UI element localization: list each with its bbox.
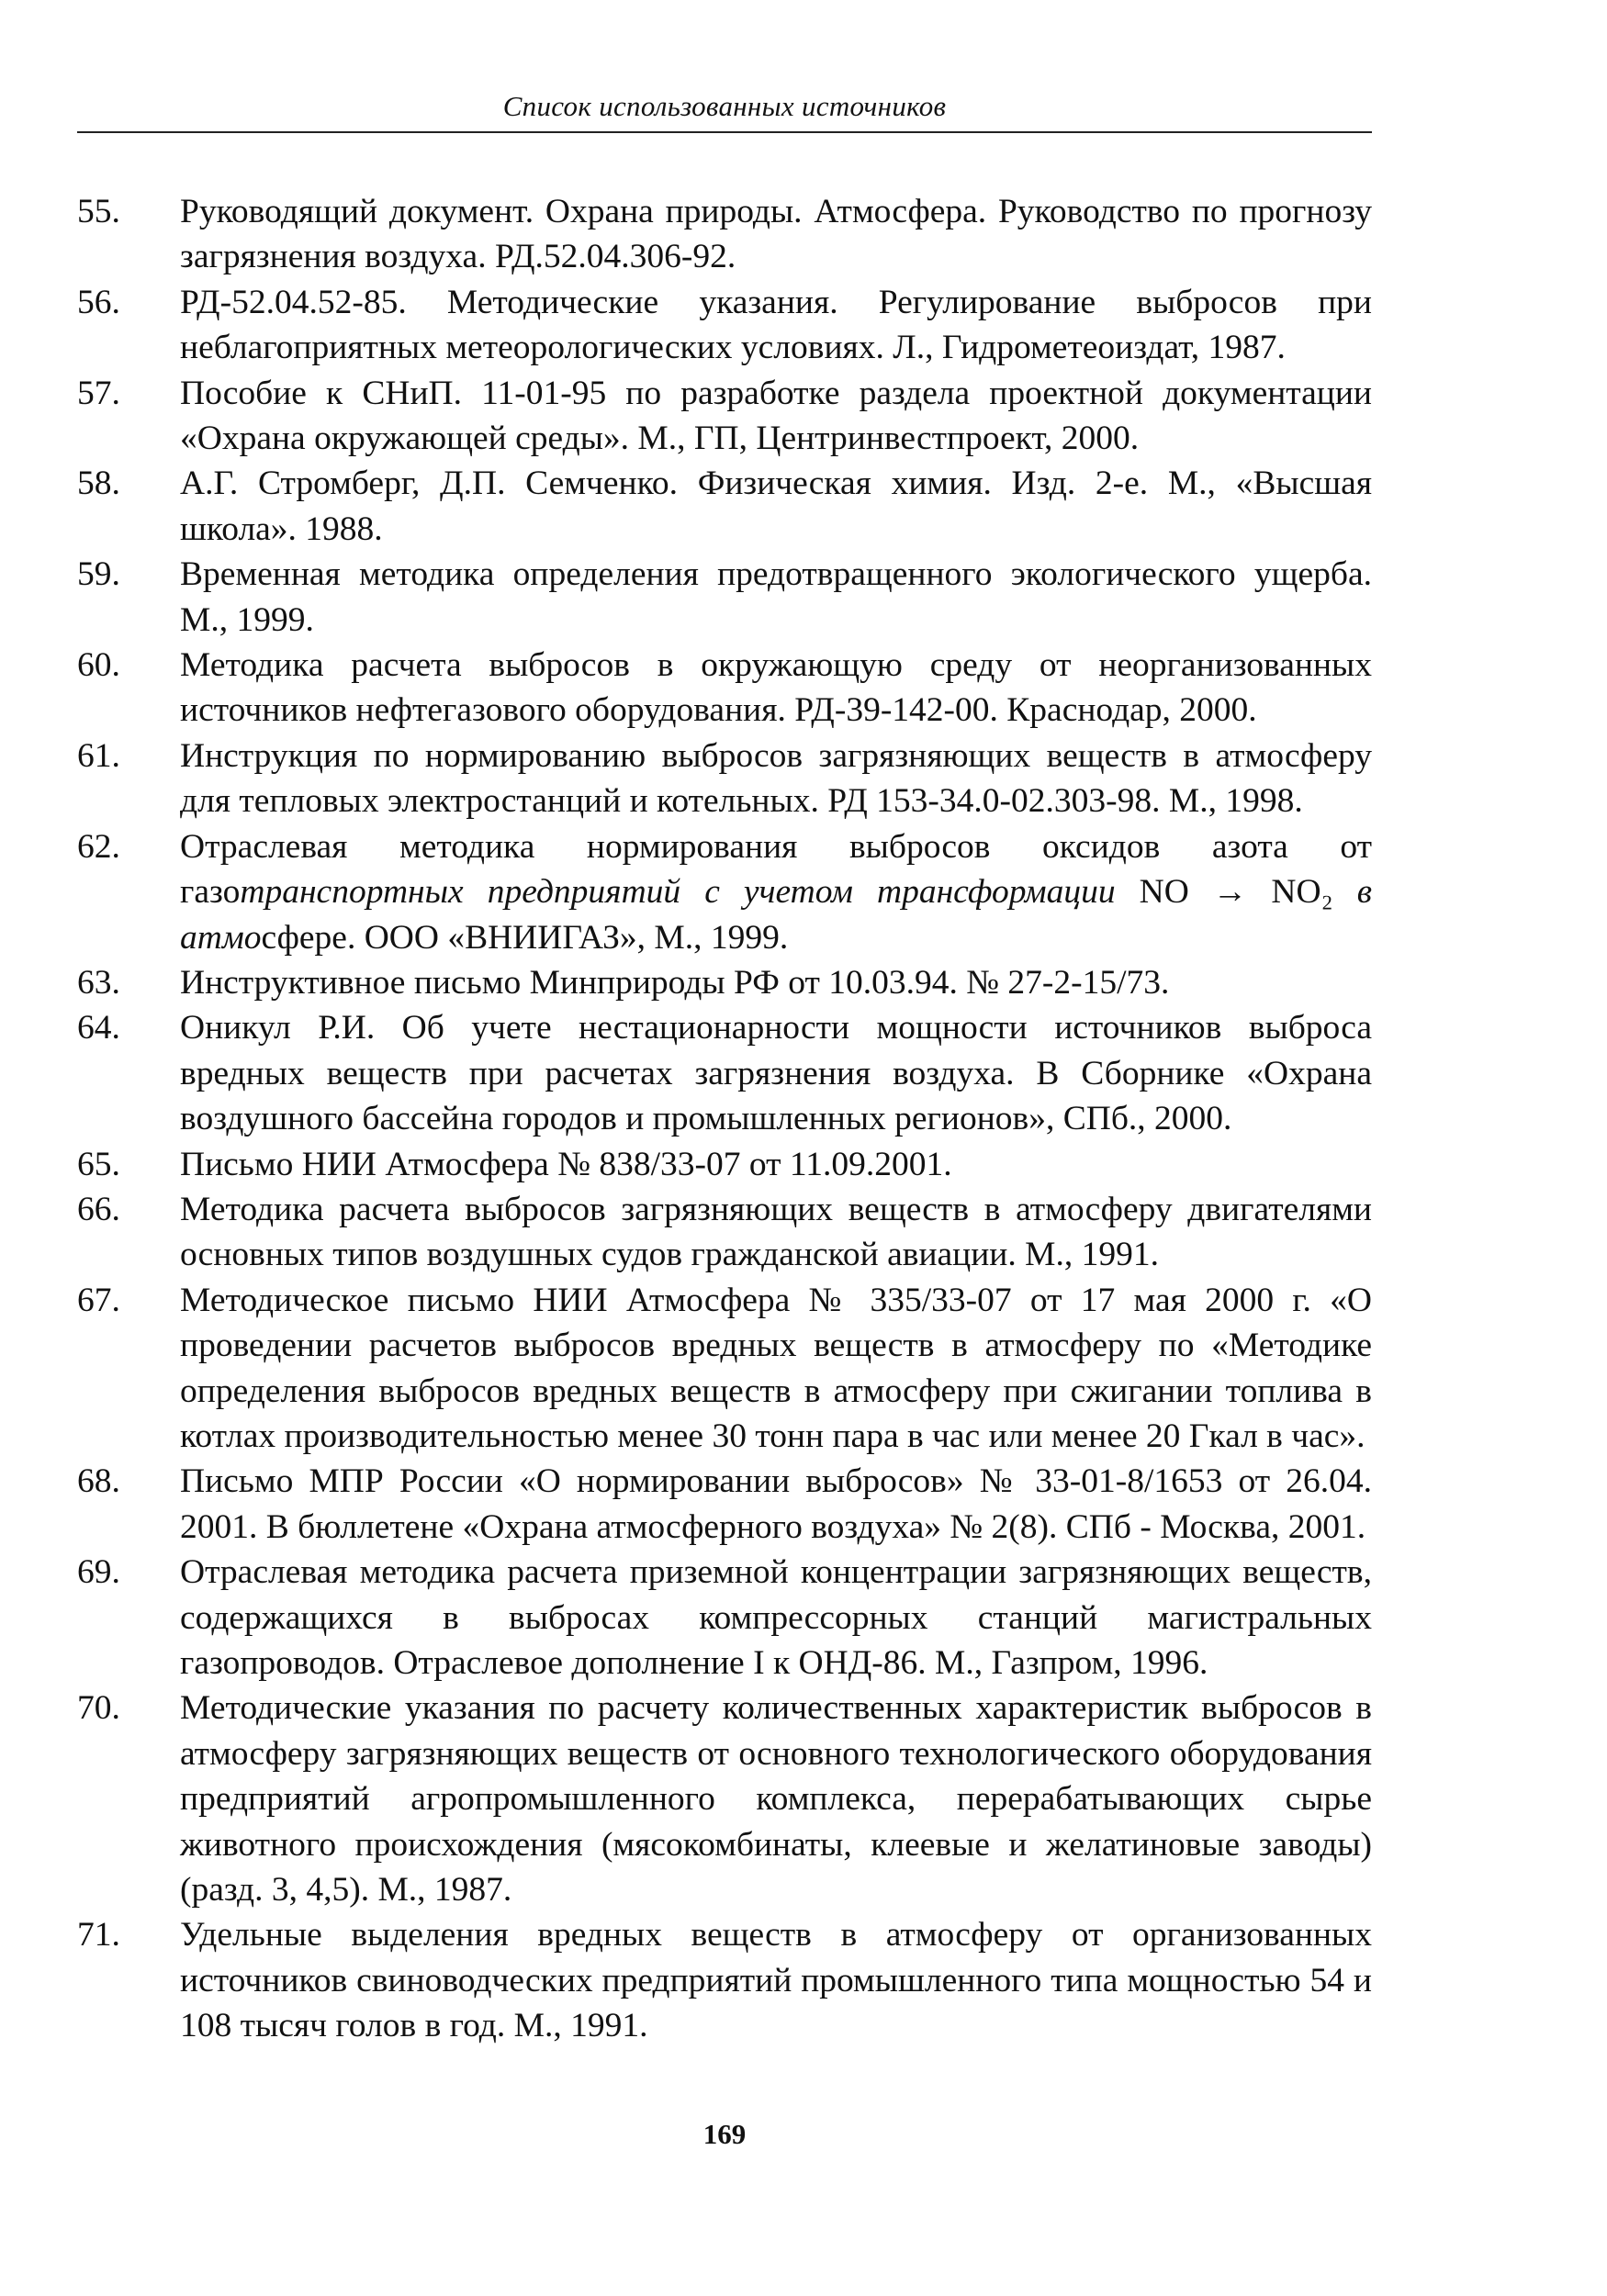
reference-text: Отраслевая методика расчета приземной концентрации загрязняющих веществ, содержащихся в выбросах компрессорных станций магистральных газопроводов. Отраслевое дополнение I к ОНД-86. М., Газпром, 1996. xyxy=(180,1553,1372,1682)
header-rule xyxy=(77,131,1372,133)
running-header: Список использованных источников xyxy=(502,90,947,122)
reference-text xyxy=(180,824,1372,960)
reference-number: 71. xyxy=(77,1916,120,1954)
reference-item-71 xyxy=(77,1912,1372,2048)
reference-item-56 xyxy=(77,280,1372,371)
chemical-formula: NO → NO₂ xyxy=(1115,873,1357,912)
reference-item-63 xyxy=(77,960,1372,1005)
reference-text-italic-end: в атмо xyxy=(180,873,1372,957)
reference-text: Методика расчета выбросов в окружающую среду от неорганизованных источников нефтегазового оборудования. РД-39-142-00. Краснодар, 2000. xyxy=(180,646,1372,730)
reference-number: 62. xyxy=(77,827,120,866)
reference-number: 59. xyxy=(77,555,120,594)
reference-number: 63. xyxy=(77,963,120,1002)
reference-text: Временная методика определения предотвращенного экологического ущерба. М., 1999. xyxy=(180,555,1372,639)
reference-item-66 xyxy=(77,1187,1372,1278)
reference-number: 66. xyxy=(77,1190,120,1228)
reference-number: 70. xyxy=(77,1689,120,1728)
reference-number: 58. xyxy=(77,465,120,503)
reference-item-58 xyxy=(77,461,1372,552)
reference-text-italic: транспортных предприятий с учетом трансформации xyxy=(240,873,1116,912)
reference-number: 67. xyxy=(77,1281,120,1319)
reference-text: Руководящий документ. Охрана природы. Атмосфера. Руководство по прогнозу загрязнения воздуха. РД.52.04.306-92. xyxy=(180,193,1372,276)
reference-text: Инструкция по нормированию выбросов загрязняющих веществ в атмосферу для тепловых электростанций и котельных. РД 153-34.0-02.303-98. М., 1998. xyxy=(180,736,1372,821)
reference-item-55 xyxy=(77,189,1372,280)
reference-number: 69. xyxy=(77,1553,120,1592)
reference-number: 55. xyxy=(77,193,120,230)
reference-item-69 xyxy=(77,1550,1372,1686)
reference-number: 65. xyxy=(77,1145,120,1183)
reference-item-61 xyxy=(77,734,1372,824)
reference-text: А.Г. Стромберг, Д.П. Семченко. Физическая химия. Изд. 2-е. М., «Высшая школа». 1988. xyxy=(180,465,1372,548)
reference-list xyxy=(77,189,1372,2049)
reference-item-67 xyxy=(77,1278,1372,1460)
reference-number: 56. xyxy=(77,283,120,321)
reference-item-57 xyxy=(77,371,1372,462)
reference-text: Пособие к СНиП. 11-01-95 по разработке раздела проектной документации «Охрана окружающей среды». М., ГП, Центринвестпроект, 2000. xyxy=(180,374,1372,458)
page-number: 169 xyxy=(702,2118,747,2150)
reference-text: Письмо НИИ Атмосфера № 838/33-07 от 11.09.2001. xyxy=(180,1145,952,1183)
reference-item-60 xyxy=(77,643,1372,734)
reference-text-start: Отраслевая методика нормирования выбросов оксидов азота от газо xyxy=(180,827,1372,912)
reference-text: Методическое письмо НИИ Атмосфера № 335/33-07 от 17 мая 2000 г. «О проведении расчетов выбросов вредных веществ в атмосферу по «Методике определения выбросов вредных веществ в атмосферу при сжигании топлива в котлах производительностью менее 30 тонн пара в час или менее 20 Гкал в час». xyxy=(180,1281,1372,1455)
reference-item-68 xyxy=(77,1459,1372,1550)
reference-number: 61. xyxy=(77,736,120,775)
reference-number: 64. xyxy=(77,1009,120,1047)
reference-number: 57. xyxy=(77,374,120,412)
reference-item-70 xyxy=(77,1686,1372,1912)
reference-text: Инструктивное письмо Минприроды РФ от 10.03.94. № 27-2-15/73. xyxy=(180,963,1170,1002)
reference-text: РД-52.04.52-85. Методические указания. Регулирование выбросов при неблагоприятных метеорологических условиях. Л., Гидрометеоиздат, 1987. xyxy=(180,283,1372,367)
reference-item-65 xyxy=(77,1142,1372,1187)
reference-text: Методика расчета выбросов загрязняющих веществ в атмосферу двигателями основных типов воздушных судов гражданской авиации. М., 1991. xyxy=(180,1190,1372,1274)
reference-number: 60. xyxy=(77,646,120,685)
reference-item-62 xyxy=(77,824,1372,960)
reference-item-64 xyxy=(77,1005,1372,1141)
reference-text: Письмо МПР России «О нормировании выбросов» № 33-01-8/1653 от 26.04. 2001. В бюллетене «Охрана атмосферного воздуха» № 2(8). СПб - Москва, 2001. xyxy=(180,1462,1372,1546)
reference-number: 68. xyxy=(77,1462,120,1501)
reference-text: Методические указания по расчету количественных характеристик выбросов в атмосферу загрязняющих веществ от основного технологического оборудования предприятий агропромышленного комплекса, перерабатывающих сырье животного происхождения (мясокомбинаты, клеевые и желатиновые заводы) (разд. 3, 4,5). М., 1987. xyxy=(180,1689,1372,1910)
reference-item-59 xyxy=(77,552,1372,643)
reference-text-end: сфере. ООО «ВНИИГАЗ», М., 1999. xyxy=(261,918,789,957)
reference-text: Оникул Р.И. Об учете нестационарности мощности источников выброса вредных веществ при расчетах загрязнения воздуха. В Сборнике «Охрана воздушного бассейна городов и промышленных регионов», СПб., 2000. xyxy=(180,1009,1372,1138)
reference-text: Удельные выделения вредных веществ в атмосферу от организованных источников свиноводческих предприятий промышленного типа мощностью 54 и 108 тысяч голов в год. М., 1991. xyxy=(180,1916,1372,2045)
